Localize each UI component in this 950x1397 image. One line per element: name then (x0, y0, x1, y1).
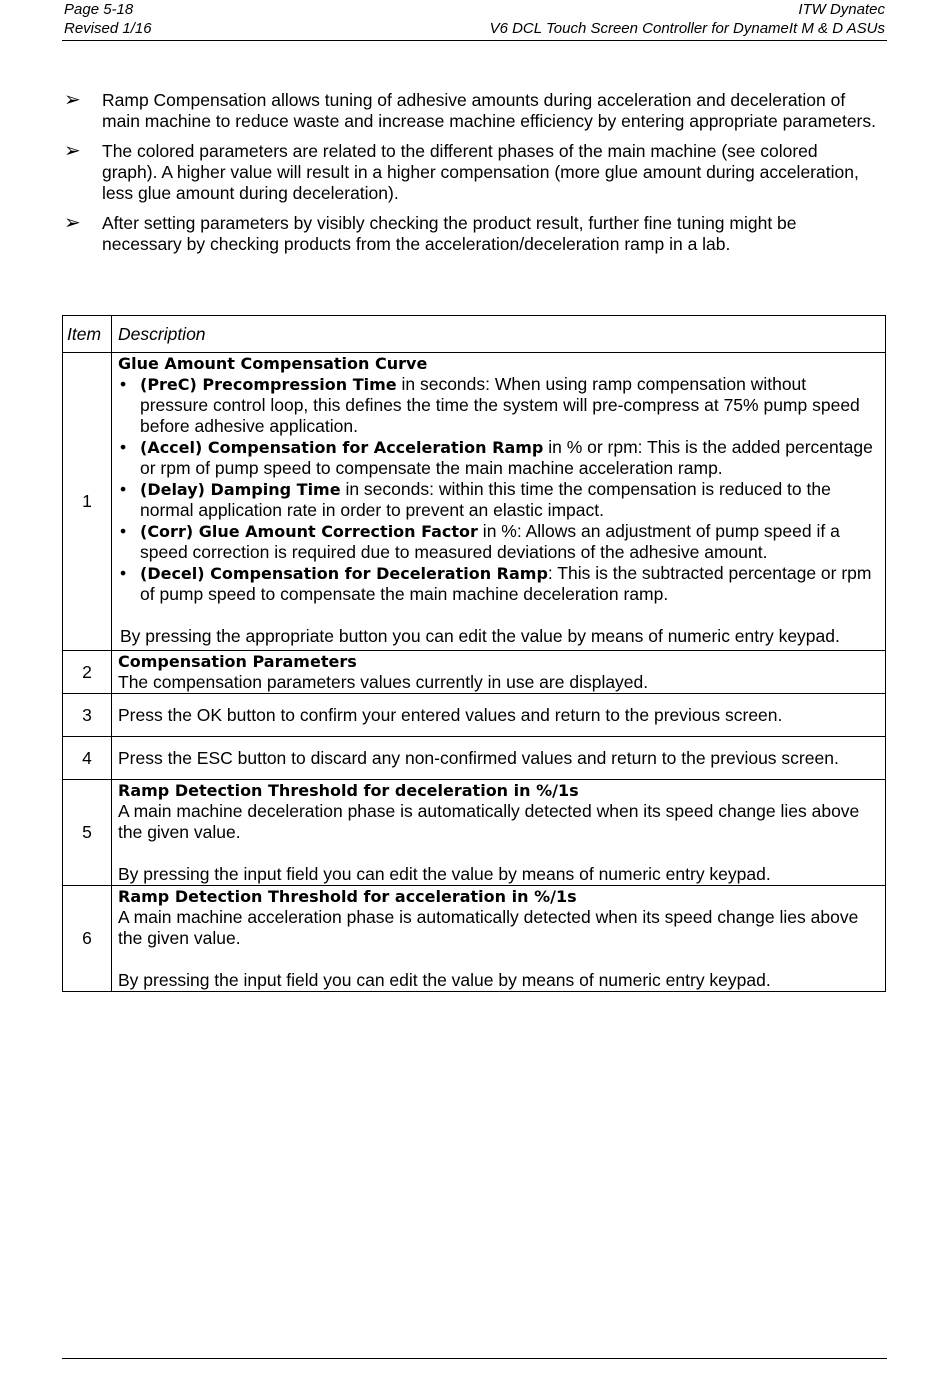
arrow-bullet-icon: ➢ (64, 87, 81, 111)
table-row (63, 353, 886, 651)
item-description (112, 651, 886, 694)
row-note: By pressing the appropriate button you can edit the value by means of numeric entry keypad. (120, 626, 840, 646)
footer-divider (62, 1358, 887, 1359)
item-number: 6 (63, 886, 112, 992)
page-header (62, 0, 887, 41)
item-description (112, 780, 886, 886)
bullet-item (64, 138, 876, 204)
table-row (63, 694, 886, 737)
param-name: (PreC) Precompression Time (140, 375, 397, 394)
list-item (140, 479, 879, 521)
page-number: Page 5-18 (64, 1, 134, 18)
header-item: Item (63, 316, 112, 353)
table-row (63, 780, 886, 886)
company-name: ITW Dynatec (798, 1, 885, 18)
bullet-text: Ramp Compensation allows tuning of adhesive amounts during acceleration and deceleration of main machine to reduce waste and increase machine efficiency by entering appropriate parameters. (102, 90, 876, 131)
table-row (63, 651, 886, 694)
item-description (112, 353, 886, 651)
item-description: Press the OK button to confirm your entered values and return to the previous screen. (112, 694, 886, 737)
header-description: Description (112, 316, 886, 353)
header-left (64, 0, 152, 38)
bullet-item (64, 210, 876, 255)
list-item (140, 521, 879, 563)
item-number: 4 (63, 737, 112, 780)
param-text: in % or rpm: This is the added percentage or rpm of pump speed to compensate the main machine acceleration ramp. (140, 437, 873, 478)
row-text: The compensation parameters values currently in use are displayed. (118, 672, 649, 692)
param-name: (Corr) Glue Amount Correction Factor (140, 522, 478, 541)
row-note: By pressing the input field you can edit the value by means of numeric entry keypad. (118, 970, 771, 990)
row-title: Ramp Detection Threshold for acceleration in %/1s (118, 887, 577, 906)
document-title: V6 DCL Touch Screen Controller for DynameIt M & D ASUs (489, 20, 885, 37)
list-item (140, 437, 879, 479)
item-number: 3 (63, 694, 112, 737)
param-name: (Delay) Damping Time (140, 480, 341, 499)
row-title: Glue Amount Compensation Curve (118, 354, 428, 373)
row-text: A main machine deceleration phase is automatically detected when its speed change lies above the given value. (118, 801, 860, 842)
arrow-bullet-icon: ➢ (64, 210, 81, 234)
bullet-text: The colored parameters are related to the different phases of the main machine (see colored graph). A higher value will result in a higher compensation (more glue amount during acceleration, less glue amount during deceleration). (102, 141, 859, 203)
row-text: A main machine acceleration phase is automatically detected when its speed change lies above the given value. (118, 907, 859, 948)
item-description-table (62, 315, 886, 992)
bullet-text: After setting parameters by visibly checking the product result, further fine tuning might be necessary by checking products from the acceleration/deceleration ramp in a lab. (102, 213, 797, 254)
param-text: : This is the subtracted percentage or rpm of pump speed to compensate the main machine deceleration ramp. (140, 563, 872, 604)
arrow-bullet-icon: ➢ (64, 138, 81, 162)
row-title: Ramp Detection Threshold for deceleration in %/1s (118, 781, 579, 800)
param-text: in seconds: within this time the compensation is reduced to the normal application rate in order to prevent an elastic impact. (140, 479, 831, 520)
list-item (140, 374, 879, 437)
row-title: Compensation Parameters (118, 652, 357, 671)
item-number: 1 (63, 353, 112, 651)
item-description (112, 886, 886, 992)
table-header-row (63, 316, 886, 353)
param-name: (Accel) Compensation for Acceleration Ramp (140, 438, 544, 457)
parameter-list (118, 374, 879, 605)
item-number: 2 (63, 651, 112, 694)
param-text: in %: Allows an adjustment of pump speed if a speed correction is required due to measured deviations of the adhesive amount. (140, 521, 840, 562)
item-description: Press the ESC button to discard any non-confirmed values and return to the previous screen. (112, 737, 886, 780)
param-name: (Decel) Compensation for Deceleration Ramp (140, 564, 548, 583)
table-row (63, 886, 886, 992)
list-item (140, 563, 879, 605)
revision: Revised 1/16 (64, 20, 152, 37)
header-right (490, 0, 885, 38)
item-number: 5 (63, 780, 112, 886)
param-text: in seconds: When using ramp compensation without pressure control loop, this defines the time the system will pre-compress at 75% pump speed before adhesive application. (140, 374, 860, 436)
bullet-item (64, 87, 876, 132)
table-row (63, 737, 886, 780)
intro-bullets (64, 87, 876, 264)
row-note: By pressing the input field you can edit the value by means of numeric entry keypad. (118, 864, 771, 884)
